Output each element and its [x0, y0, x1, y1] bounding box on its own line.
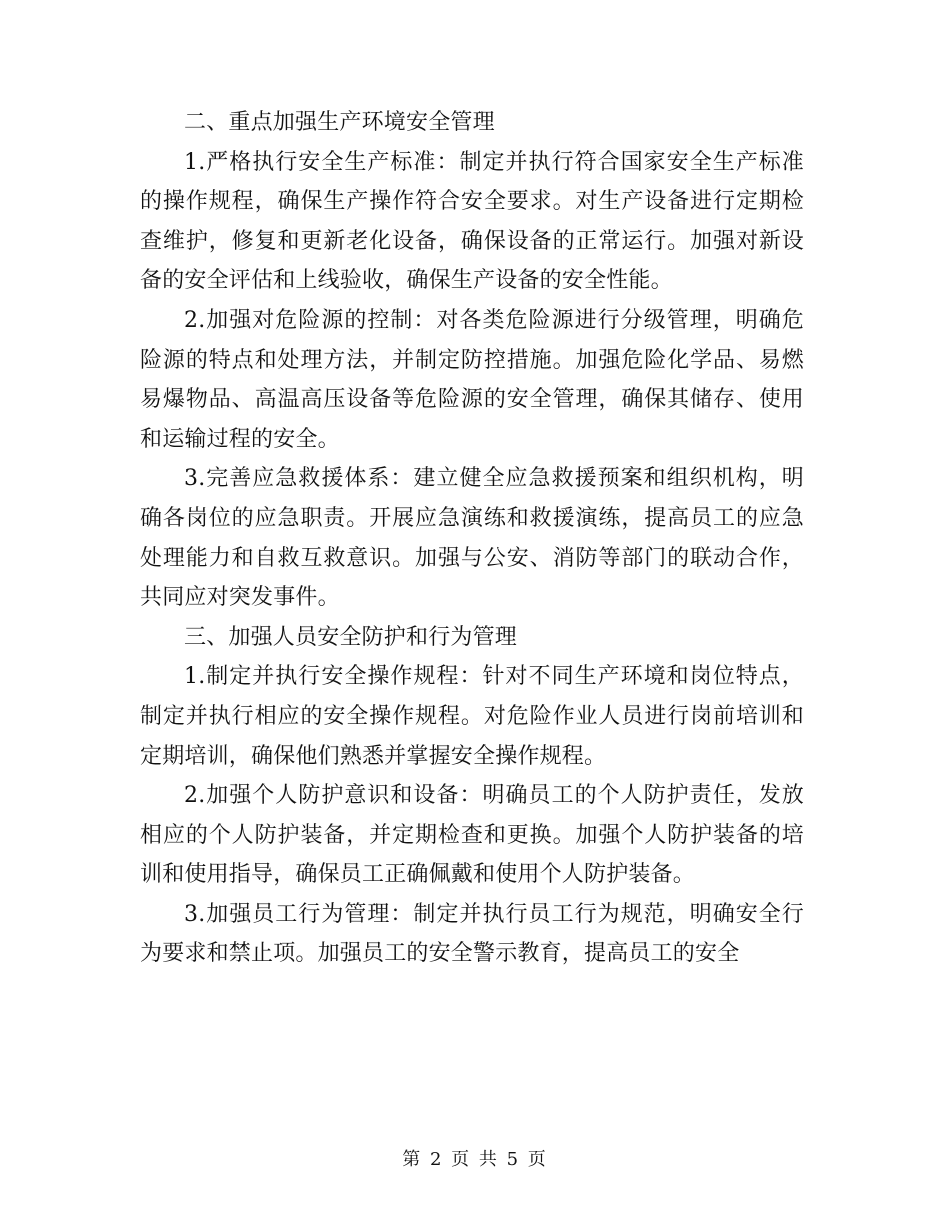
paragraph-2-1: 1.严格执行安全生产标准：制定并执行符合国家安全生产标准的操作规程，确保生产操作符合安全要求。对生产设备进行定期检查维护，修复和更新老化设备，确保设备的正常运行。加强对新设备的安全评估和上线验收，确保生产设备的安全性能。 [140, 149, 804, 294]
paragraph-3-1: 1.制定并执行安全操作规程：针对不同生产环境和岗位特点，制定并执行相应的安全操作规程。对危险作业人员进行岗前培训和定期培训，确保他们熟悉并掌握安全操作规程。 [140, 664, 804, 769]
paragraph-3-3: 3.加强员工行为管理：制定并执行员工行为规范，明确安全行为要求和禁止项。加强员工的安全警示教育，提高员工的安全 [140, 901, 804, 967]
page-number-footer: 第 2 页 共 5 页 [402, 1149, 548, 1170]
section-heading-2: 二、重点加强生产环境安全管理 [184, 110, 495, 135]
paragraph-2-3: 3.完善应急救援体系：建立健全应急救援预案和组织机构，明确各岗位的应急职责。开展应急演练和救援演练，提高员工的应急处理能力和自救互救意识。加强与公安、消防等部门的联动合作，共同应对突发事件。 [140, 466, 804, 611]
section-heading-3: 三、加强人员安全防护和行为管理 [184, 624, 518, 650]
paragraph-3-2: 2.加强个人防护意识和设备：明确员工的个人防护责任，发放相应的个人防护装备，并定期检查和更换。加强个人防护装备的培训和使用指导，确保员工正确佩戴和使用个人防护装备。 [140, 783, 804, 888]
paragraph-2-2: 2.加强对危险源的控制：对各类危险源进行分级管理，明确危险源的特点和处理方法，并制定防控措施。加强危险化学品、易燃易爆物品、高温高压设备等危险源的安全管理，确保其储存、使用和运输过程的安全。 [140, 307, 804, 452]
document-body [140, 103, 804, 974]
